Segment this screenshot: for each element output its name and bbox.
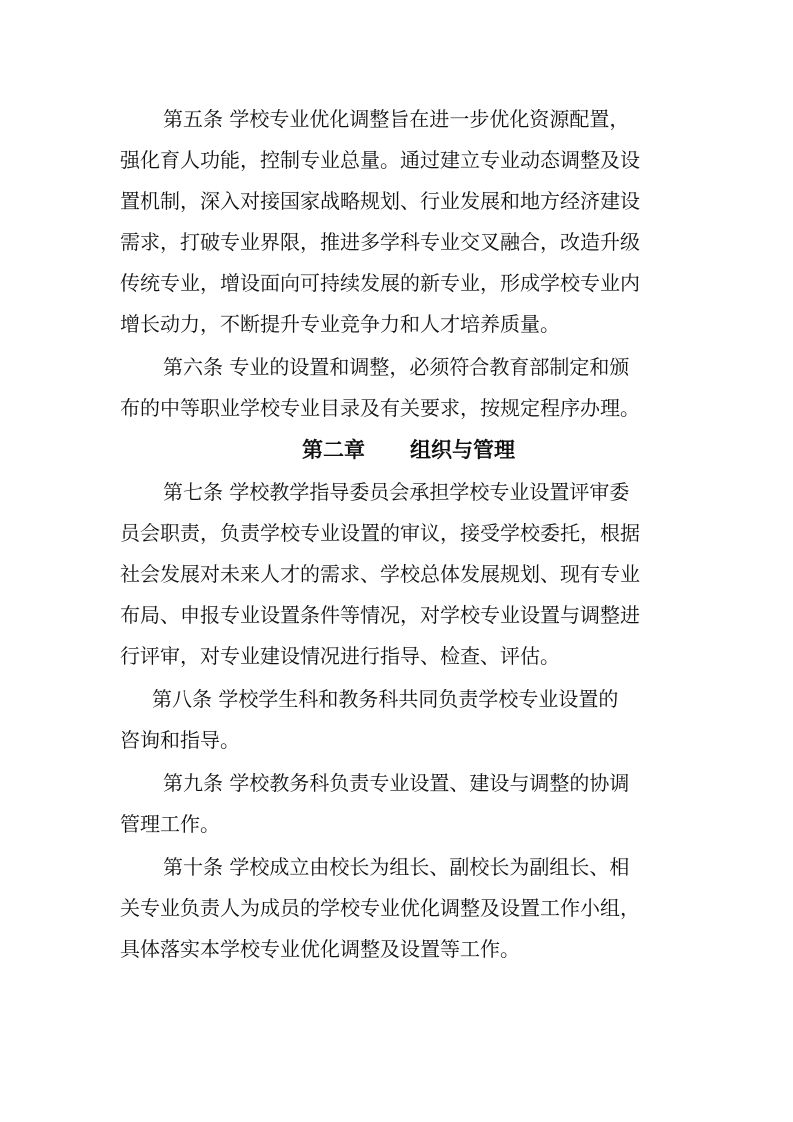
article-7-line-5: 行评审，对专业建设情况进行指导、检查、评估。 [120,644,560,668]
article-10-line-2: 关专业负责人为成员的学校专业优化调整及设置工作小组， [120,896,640,920]
article-5-line-3: 置机制，深入对接国家战略规划、行业发展和地方经济建设 [120,189,640,213]
article-5-line-1: 第五条 学校专业优化调整旨在进一步优化资源配置， [163,107,630,131]
article-7-line-4: 布局、申报专业设置条件等情况，对学校专业设置与调整进 [120,603,640,627]
article-5-line-2: 强化育人功能，控制专业总量。通过建立专业动态调整及设 [120,148,640,172]
article-7-line-1: 第七条 学校教学指导委员会承担学校专业设置评审委 [163,480,630,504]
article-6-line-1: 第六条 专业的设置和调整，必须符合教育部制定和颁 [163,355,630,379]
article-9-line-2: 管理工作。 [120,812,220,836]
article-7-line-2: 员会职责，负责学校专业设置的审议，接受学校委托，根据 [120,521,640,545]
article-9-line-1: 第九条 学校教务科负责专业设置、建设与调整的协调 [163,771,630,795]
article-10-line-3: 具体落实本学校专业优化调整及设置等工作。 [120,937,520,961]
article-10-line-1: 第十条 学校成立由校长为组长、副校长为副组长、相 [163,855,630,879]
article-6-line-2: 布的中等职业学校专业目录及有关要求，按规定程序办理。 [120,396,640,420]
chapter-number: 第二章 [302,438,365,462]
article-8-line-2: 咨询和指导。 [120,728,240,752]
article-8-line-1: 第八条 学校学生科和教务科共同负责学校专业设置的 [152,687,619,711]
article-5-line-6: 增长动力，不断提升专业竞争力和人才培养质量。 [120,312,560,336]
article-5-line-5: 传统专业，增设面向可持续发展的新专业，形成学校专业内 [120,271,640,295]
article-5-line-4: 需求，打破专业界限，推进多学科专业交叉融合，改造升级 [120,230,640,254]
chapter-title: 组织与管理 [410,438,515,462]
article-7-line-3: 社会发展对未来人才的需求、学校总体发展规划、现有专业 [120,562,640,586]
